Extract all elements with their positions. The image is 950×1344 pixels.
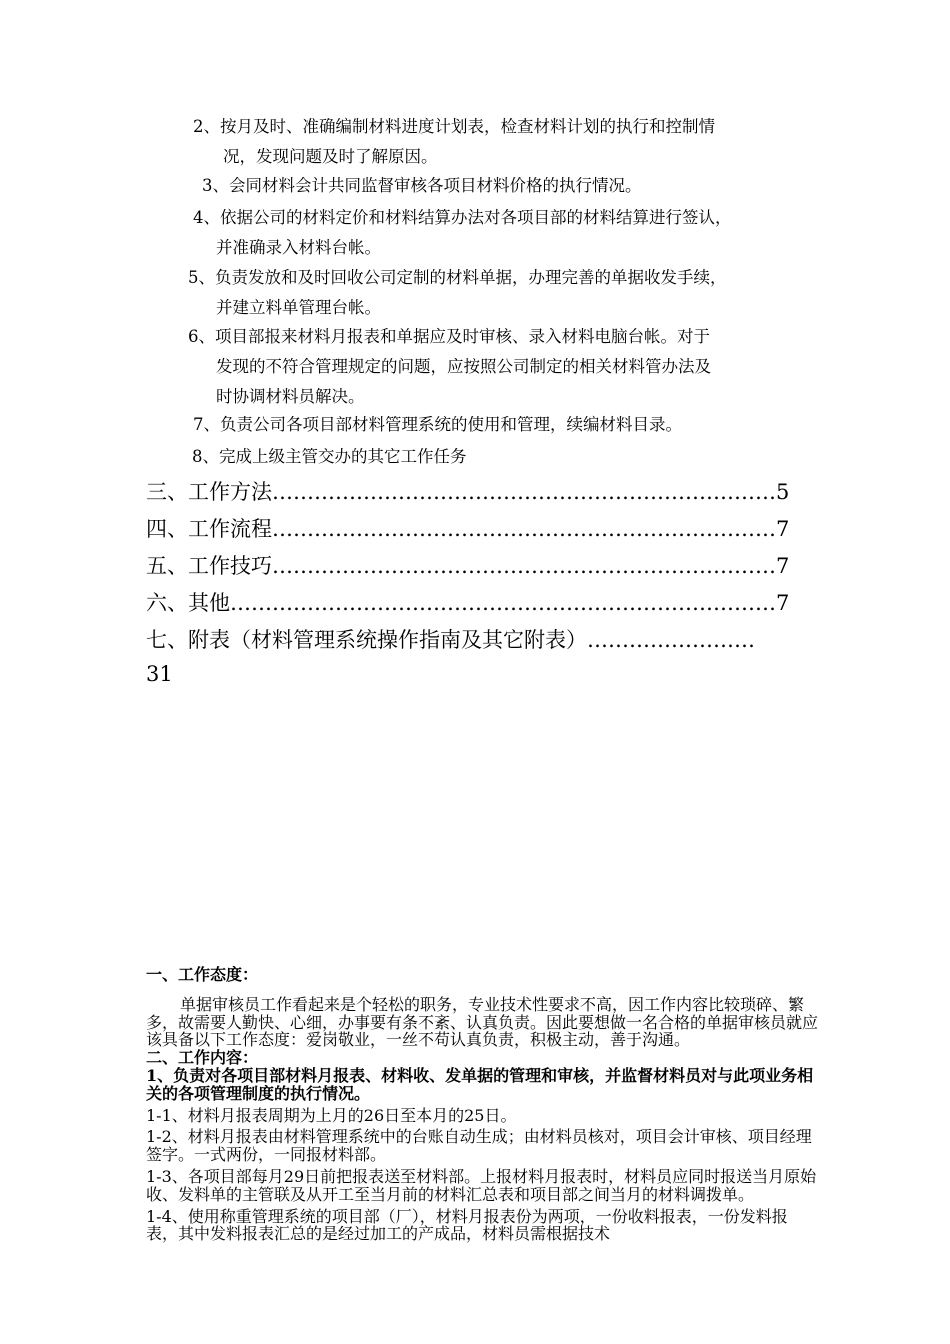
toc-entry: 四、工作流程………………………………………………………………7 (146, 517, 790, 541)
list-item-line: 况，发现问题及时了解原因。 (223, 147, 438, 166)
section-heading: 一、工作态度： (146, 965, 259, 984)
content-section (146, 966, 818, 1243)
toc-entry: 三、工作方法………………………………………………………………5 (146, 480, 790, 504)
paragraph: 单据审核员工作看起来是个轻松的职务，专业技术性要求不高，因工作内容比较琐碎、繁多，故需要人勤快、心细，办事要有条不紊、认真负责。因此要想做一名合格的单据审核员就应该具备以下工作态度：爱岗敬业，一丝不苟认真负责，积极主动，善于沟通。 (146, 994, 819, 1050)
sub-heading: 1、负责对各项目部材料月报表、材料收、发单据的管理和审核，并监督材料员对与此项业务相关的各项管理制度的执行情况。 (146, 1065, 814, 1103)
paragraph: 1-1、材料月报表周期为上月的26日至本月的25日。 (146, 1105, 517, 1125)
list-item (193, 410, 682, 440)
toc-entry: 六、其他……………………………………………………………………7 (146, 591, 790, 615)
list-item (202, 171, 642, 201)
list-item-line: 8、完成上级主管交办的其它工作任务 (192, 447, 467, 466)
toc-entry: 五、工作技巧………………………………………………………………7 (146, 554, 790, 578)
paragraph: 1-2、材料月报表由材料管理系统中的台账自动生成；由材料员核对，项目会计审核、项目经理签字。一式两份，一同报材料部。 (146, 1127, 812, 1165)
list-item (192, 442, 467, 472)
list-item-line: 3、会同材料会计共同监督审核各项目材料价格的执行情况。 (202, 176, 642, 195)
list-item-line: 发现的不符合管理规定的问题，应按照公司制定的相关材料管办法及 (216, 357, 711, 376)
toc-page-number: 31 (146, 662, 173, 686)
list-item-line: 并准确录入材料台帐。 (216, 238, 381, 257)
paragraph: 1-4、使用称重管理系统的项目部（厂），材料月报表份为两项，一份收料报表，一份发料报表，其中发料报表汇总的是经过加工的产成品，材料员需根据技术 (146, 1206, 788, 1244)
list-item-line: 2、按月及时、准确编制材料进度计划表，检查材料计划的执行和控制情 (193, 117, 715, 136)
section-heading: 二、工作内容： (146, 1048, 259, 1068)
toc-entry: 七、附表（材料管理系统操作指南及其它附表）…………………… (146, 628, 755, 652)
list-item-line: 7、负责公司各项目部材料管理系统的使用和管理，续编材料目录。 (193, 415, 682, 434)
list-item (188, 263, 727, 323)
list-item-line: 时协调材料员解决。 (216, 387, 365, 406)
paragraph: 1-3、各项目部每月29日前把报表送至材料部。上报材料月报表时，材料员应同时报送当月原始收、发料单的主管联及从开工至当月前的材料汇总表和项目部之间当月的材料调拨单。 (146, 1166, 817, 1204)
list-item-line: 6、项目部报来材料月报表和单据应及时审核、录入材料电脑台帐。对于 (188, 327, 710, 346)
list-item (193, 203, 732, 263)
list-item (193, 112, 715, 172)
list-item-line: 并建立料单管理台帐。 (216, 298, 381, 317)
list-item-line: 4、依据公司的材料定价和材料结算办法对各项目部的材料结算进行签认， (193, 208, 732, 227)
list-item-line: 5、负责发放和及时回收公司定制的材料单据，办理完善的单据收发手续， (188, 268, 727, 287)
list-item (188, 322, 711, 412)
